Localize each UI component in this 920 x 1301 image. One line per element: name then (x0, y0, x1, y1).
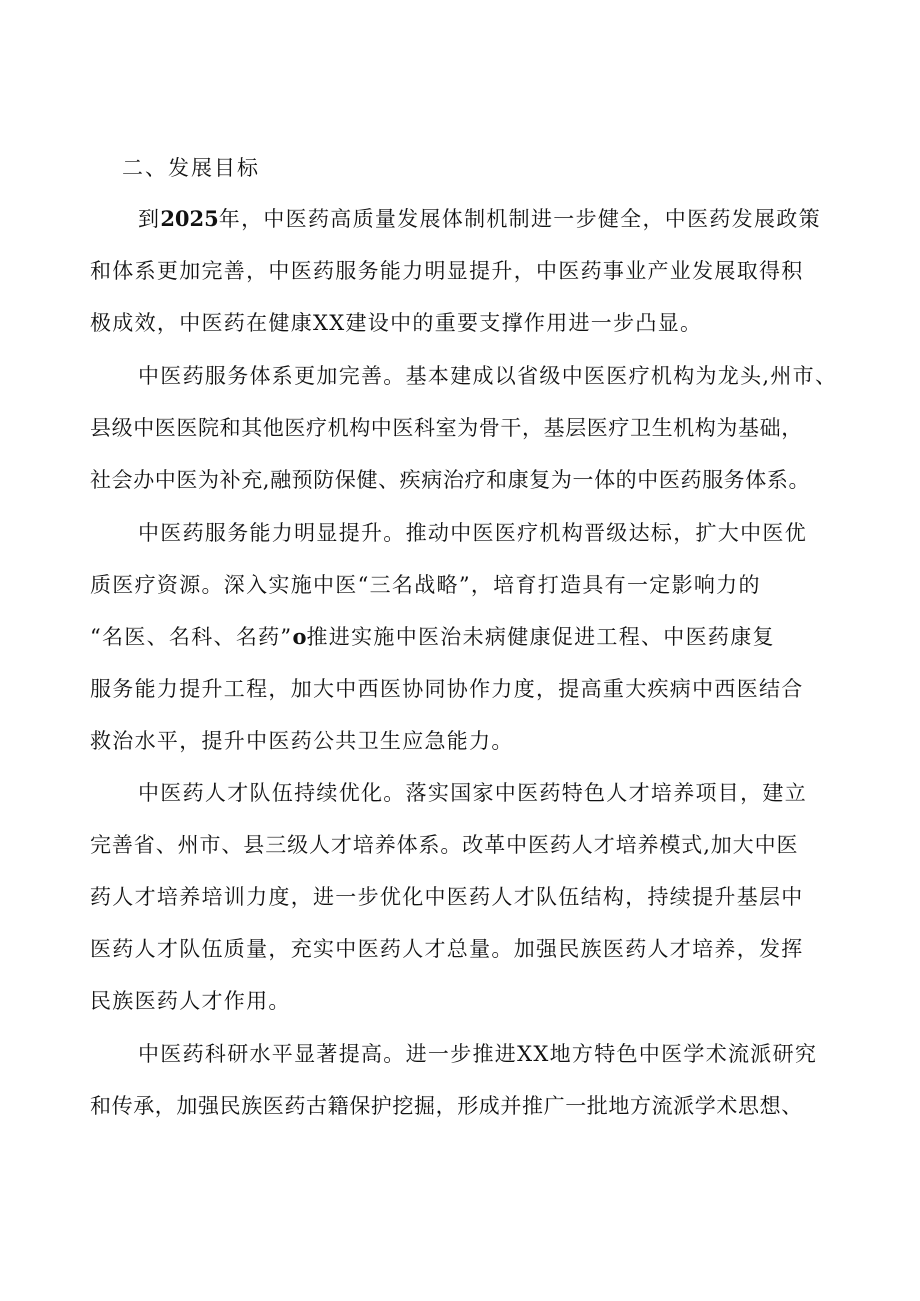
text-span: 年，中医药高质量发展体制机制进一步健全，中医药发展政策 (218, 207, 821, 231)
paragraph-4-line-5: 民族医药人才作用。 (90, 989, 291, 1013)
paragraph-3-line-3 (90, 623, 775, 651)
paragraph-4-line-3: 药人才培养培训力度，进一步优化中医药人才队伍结构，持续提升基层中 (90, 885, 804, 909)
paragraph-2-line-2: 县级中医医院和其他医疗机构中医科室为骨干，基层医疗卫生机构为基础， (90, 416, 803, 440)
paragraph-4-line-4: 医药人才队伍质量，充实中医药人才总量。加强民族医药人才培养，发挥 (90, 937, 804, 961)
paragraph-2-line-1: 中医药服务体系更加完善。基本建成以省级中医医疗机构为龙头,州市、 (138, 364, 838, 388)
text-span: 推进实施中医治未病健康促进工程、中医药康复 (306, 625, 775, 649)
paragraph-1-line-2: 和体系更加完善，中医药服务能力明显提升，中医药事业产业发展取得积 (90, 259, 804, 283)
text-span: “名医、名科、名药” (90, 625, 293, 649)
text-span: 到 (138, 207, 161, 231)
section-heading: 二、发展目标 (122, 156, 260, 180)
paragraph-4-line-2: 完善省、州市、县三级人才培养体系。改革中医药人才培养模式,加大中医 (90, 833, 799, 857)
stray-mark: o (292, 624, 307, 649)
paragraph-5-line-1: 中医药科研水平显著提高。进一步推进XX地方特色中医学术流派研究 (138, 1042, 818, 1066)
paragraph-1-line-1 (138, 205, 821, 233)
paragraph-2-line-3: 社会办中医为补充,融预防保健、疾病治疗和康复为一体的中医药服务体系。 (90, 468, 811, 492)
year-text: 2025 (160, 206, 219, 231)
paragraph-3-line-4: 服务能力提升工程，加大中西医协同协作力度，提高重大疾病中西医结合 (90, 677, 804, 701)
paragraph-5-line-2: 和传承，加强民族医药古籍保护挖掘，形成并推广一批地方流派学术思想、 (90, 1094, 803, 1118)
paragraph-4-line-1: 中医药人才队伍持续优化。落实国家中医药特色人才培养项目，建立 (138, 781, 807, 805)
paragraph-3-line-2: 质医疗资源。深入实施中医“三名战略”，培育打造具有一定影响力的 (90, 573, 761, 597)
paragraph-1-line-3: 极成效，中医药在健康XX建设中的重要支撑作用进一步凸显。 (90, 311, 703, 335)
paragraph-3-line-5: 救治水平，提升中医药公共卫生应急能力。 (90, 729, 514, 753)
paragraph-3-line-1: 中医药服务能力明显提升。推动中医医疗机构晋级达标，扩大中医优 (138, 521, 807, 545)
